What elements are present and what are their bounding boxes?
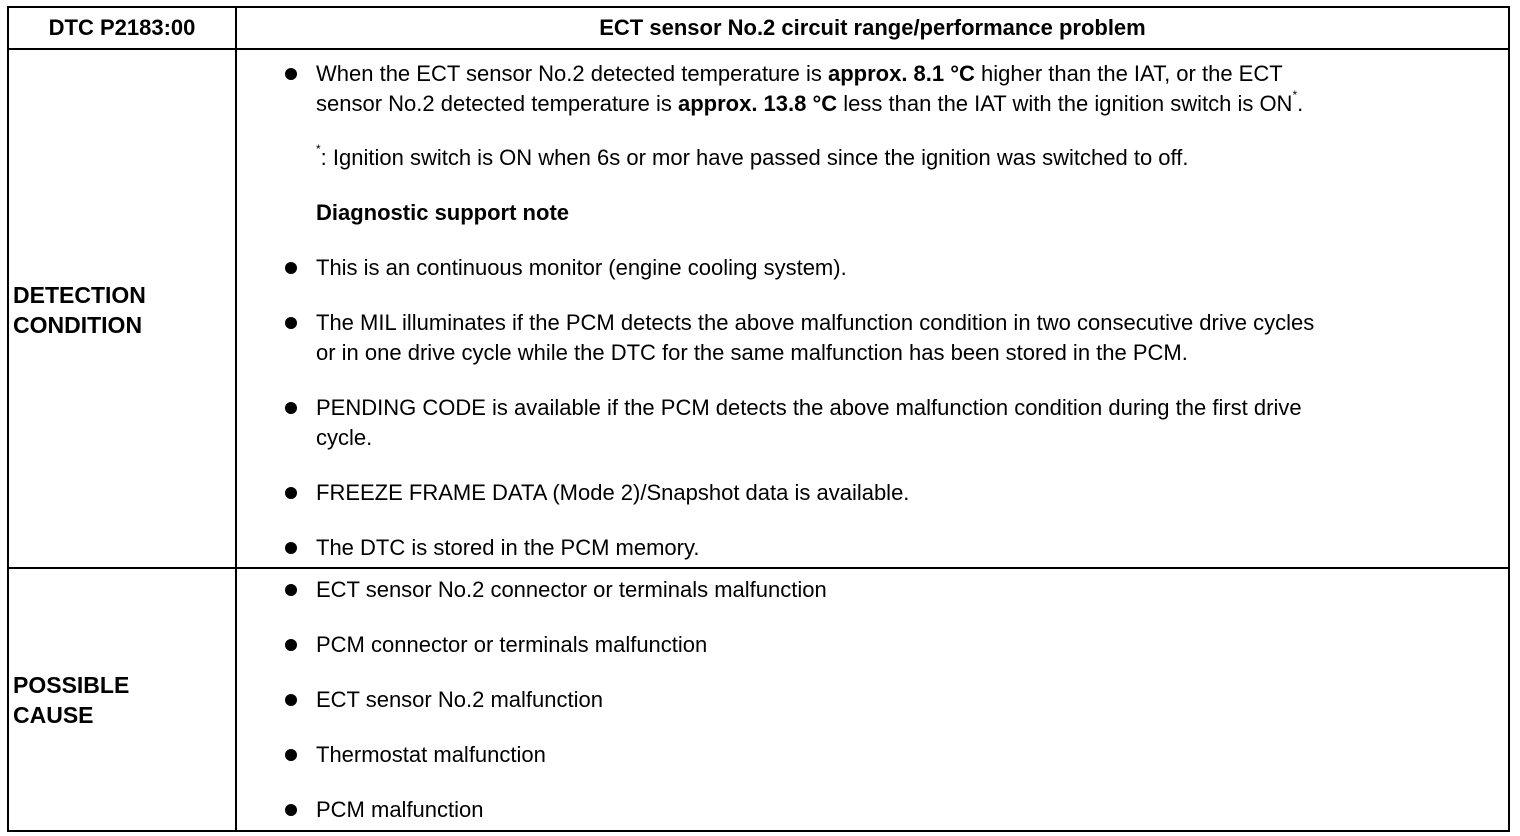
detection-condition-label (13, 280, 146, 340)
possible-cause-label (13, 670, 129, 730)
temperature-line-1: When the ECT sensor No.2 detected temperature is approx. 8.1 °C higher than the IAT, or the ECT (316, 61, 1283, 86)
bullet-icon (285, 262, 297, 274)
possible-cause-label-line1: POSSIBLE (13, 672, 130, 698)
bullet-icon (285, 584, 297, 596)
bullet-icon (285, 487, 297, 499)
row-divider (9, 567, 1508, 569)
bullet-icon (285, 317, 297, 329)
dtc-table: DTC P2183:00 ECT sensor No.2 circuit range/performance problem DETECTION CONDITION When the ECT sensor No.2 detected temperature is approx. 8.1 °C higher than the IAT, or the ECT sensor No.2 detected temperature is approx. 13.8 °C less than the IAT with the ignition switch is ON*. *: Ignition switch is ON when 6s or mor have passed since the ignition was switched to off. Diagnostic support note This is an continuous monitor (engine cooling system). The MIL illuminates if the PCM detects the above malfunction condition in two consecutive drive cycles or in one drive cycle while the DTC for the same malfunction has been stored in the PCM. PENDING CODE is available if the PCM detects the above malfunction condition during the first drive cycle. FREEZE FRAME DATA (Mode 2)/Snapshot data is available. The DTC is stored in the PCM memory. POSSIBLE CAUSE ECT sensor No.2 connector or terminals malfunction PCM connector or terminals malfunction ECT sensor No.2 malfunction Thermostat malfunction PCM malfunction (7, 6, 1510, 832)
dtc-code: DTC P2183:00 (48, 15, 196, 40)
column-divider (235, 8, 237, 830)
bullet-icon (285, 749, 297, 761)
bullet-icon (285, 542, 297, 554)
detection-label-line1: DETECTION (13, 282, 146, 308)
dtc-title: ECT sensor No.2 circuit range/performance problem (599, 15, 1146, 40)
bullet-icon (285, 402, 297, 414)
bullet-icon (285, 639, 297, 651)
bullet-icon (285, 804, 297, 816)
bullet-icon (285, 694, 297, 706)
temperature-line-2: sensor No.2 detected temperature is approx. 13.8 °C less than the IAT with the ignition switch is ON*. (316, 88, 1304, 116)
possible-cause-label-line2: CAUSE (13, 702, 94, 728)
header-divider (9, 48, 1508, 50)
bullet-icon (285, 68, 297, 80)
detection-label-line2: CONDITION (13, 312, 143, 338)
